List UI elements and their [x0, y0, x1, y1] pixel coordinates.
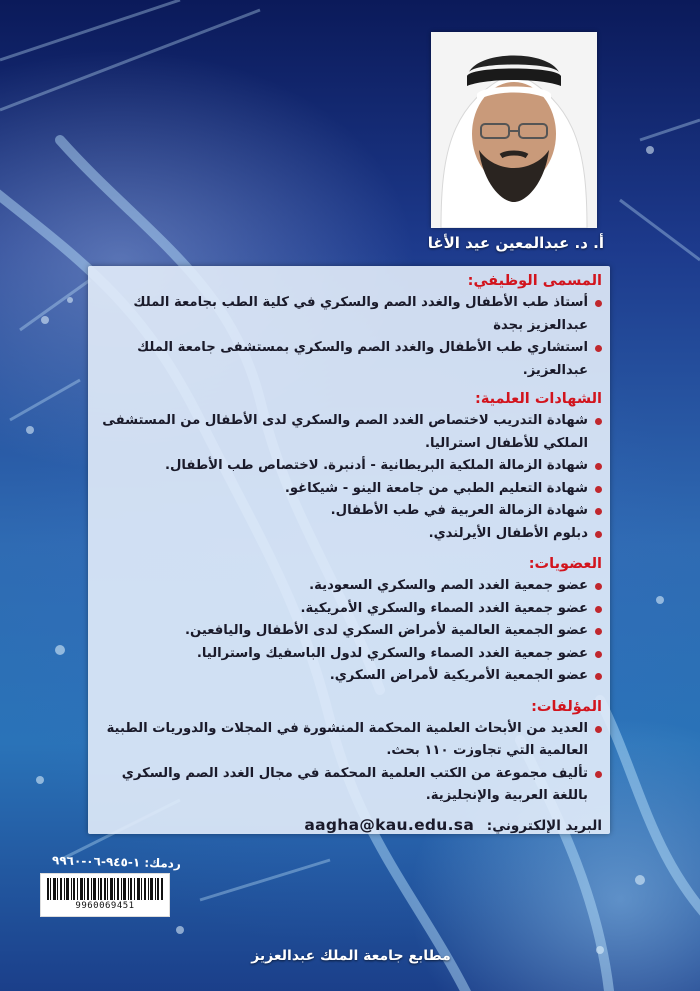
list-item: عضو الجمعية الأمريكية لأمراض السكري. [92, 665, 602, 688]
bullet-icon [595, 345, 602, 352]
section-title-certificates: الشهادات العلمية: [475, 391, 602, 407]
list-item: دبلوم الأطفال الأيرلندي. [92, 523, 602, 546]
email-row [92, 814, 602, 837]
section-title-job: المسمى الوظيفي: [467, 273, 602, 289]
bullet-icon [595, 463, 602, 470]
list-item: عضو جمعية الغدد الصم والسكري السعودية. [92, 575, 602, 598]
bullet-icon [595, 606, 602, 613]
bullet-icon [595, 300, 602, 307]
barcode [40, 873, 170, 917]
email-label: البريد الإلكتروني: [486, 817, 602, 834]
email-link[interactable]: aagha@kau.edu.sa [304, 815, 475, 834]
list-item: تأليف مجموعة من الكتب العلمية المحكمة في مجال الغدد الصم والسكري باللغة العربية والإنجليزية. [92, 763, 602, 808]
bullet-icon [595, 508, 602, 515]
list-item: العديد من الأبحاث العلمية المحكمة المنشورة في المجلات والدوريات الطبية العالمية التي تجاوزت ١١٠ بحث. [92, 718, 602, 763]
section-title-memberships: العضويات: [528, 556, 602, 572]
list-item: شهادة الزمالة الملكية البريطانية - أدنبرة. لاختصاص طب الأطفال. [92, 455, 602, 478]
list-item: شهادة الزمالة العربية في طب الأطفال. [92, 500, 602, 523]
author-name: أ. د. عبدالمعين عيد الأغا [427, 234, 604, 252]
bullet-icon [595, 628, 602, 635]
bullet-icon [595, 583, 602, 590]
barcode-number: 9960069451 [75, 901, 135, 911]
section-title-publications: المؤلفات: [531, 698, 602, 715]
bullet-icon [595, 651, 602, 658]
list-item: عضو جمعية الغدد الصماء والسكري لدول الباسفيك واستراليا. [92, 643, 602, 666]
publisher-name: مطابع جامعة الملك عبدالعزيز [251, 948, 451, 964]
list-item: عضو الجمعية العالمية لأمراض السكري لدى الأطفال واليافعين. [92, 620, 602, 643]
list-item: استشاري طب الأطفال والغدد الصم والسكري بمستشفى جامعة الملك عبدالعزيز. [92, 337, 602, 382]
bullet-icon [595, 486, 602, 493]
bio-content [92, 266, 602, 837]
author-portrait [431, 32, 597, 228]
list-item: شهادة التدريب لاختصاص الغدد الصم والسكري لدى الأطفال من المستشفى الملكي للأطفال استراليا. [92, 410, 602, 455]
bullet-icon [595, 418, 602, 425]
list-item: شهادة التعليم الطبي من جامعة الينو - شيكاغو. [92, 478, 602, 501]
bullet-icon [595, 673, 602, 680]
bullet-icon [595, 771, 602, 778]
bullet-icon [595, 726, 602, 733]
barcode-icon [47, 878, 163, 900]
isbn-label: ردمك: ١-٩٤٥-٠٦-٩٩٦٠ [51, 853, 182, 871]
list-item: أستاذ طب الأطفال والغدد الصم والسكري في كلية الطب بجامعة الملك عبدالعزيز بجدة [92, 292, 602, 337]
bullet-icon [595, 531, 602, 538]
list-item: عضو جمعية الغدد الصماء والسكري الأمريكية. [92, 598, 602, 621]
